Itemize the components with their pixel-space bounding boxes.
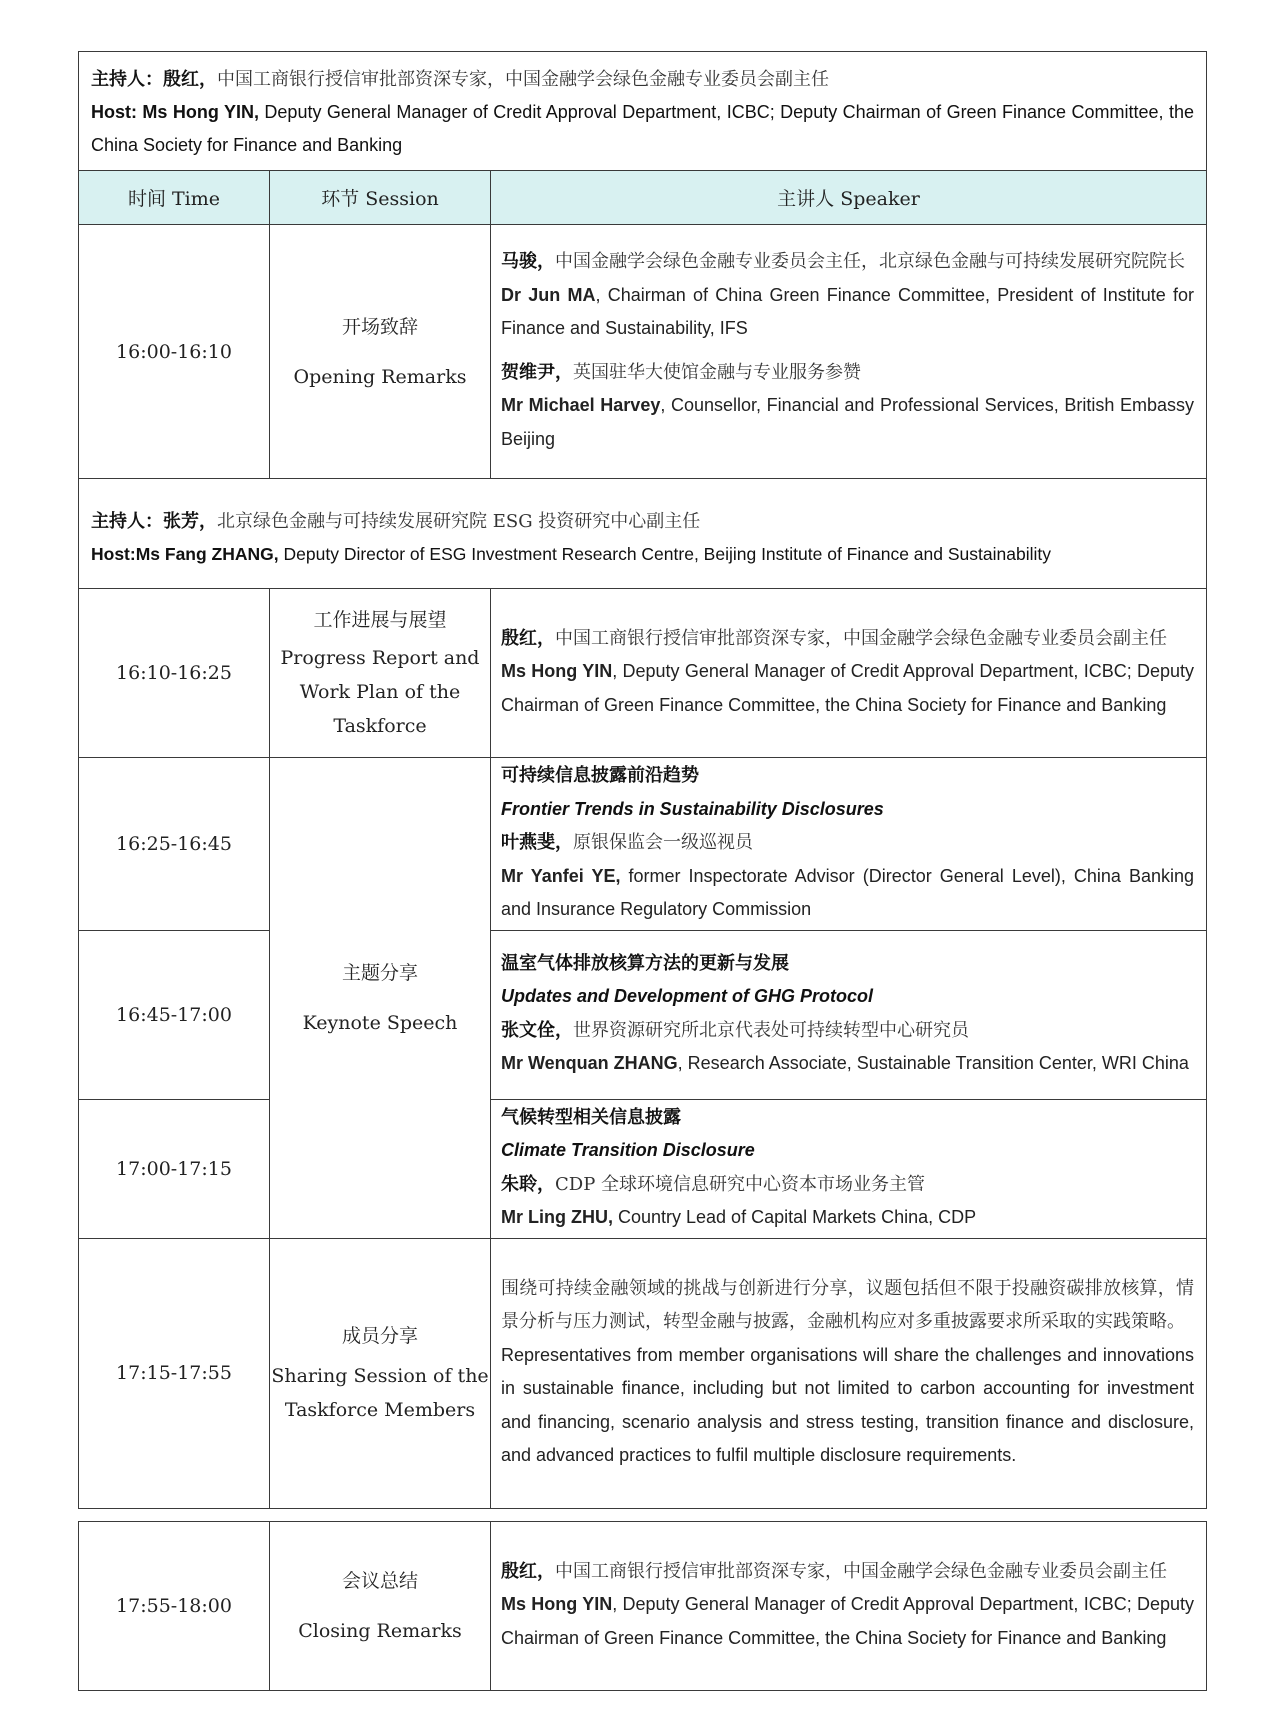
topic-cn [501, 947, 1194, 981]
topic-cn-text: 气候转型相关信息披露 [501, 1106, 681, 1128]
time-cell: 17:00-17:15 [79, 1099, 270, 1238]
speaker-cell [491, 930, 1207, 1099]
speaker-cn-name: 张文佺， [501, 1019, 573, 1041]
host-2-en [91, 538, 1194, 571]
host-1-en [91, 96, 1194, 162]
topic-en [501, 793, 1194, 827]
speaker-1-cn-name: 马骏， [501, 251, 555, 272]
topic-cn [501, 759, 1194, 793]
speaker-cell [491, 1099, 1207, 1238]
time-cell: 16:10-16:25 [79, 589, 270, 758]
host-2-cn-name: 主持人：张芳， [91, 510, 217, 532]
session-en: Progress Report and Work Plan of the Taskforce [280, 647, 480, 737]
topic-cn [501, 1101, 1194, 1135]
host-1-en-name: Host: Ms Hong YIN, [91, 101, 259, 122]
speaker-cn [501, 826, 1194, 860]
speaker-cn [501, 1168, 1194, 1202]
host-1-cn-text: 中国工商银行授信审批部资深专家，中国金融学会绿色金融专业委员会副主任 [217, 68, 829, 90]
table-header-row [79, 171, 1207, 225]
agenda-row-keynote-2 [79, 930, 1207, 1099]
speaker-2-en-text: , Counsellor, Financial and Professional Services, British Embassy Beijing [501, 395, 1195, 449]
closing-table [78, 1521, 1207, 1691]
agenda-table [78, 51, 1207, 1509]
keynote-session-cell [270, 758, 491, 1239]
speaker-cn-name: 朱聆， [501, 1173, 555, 1195]
session-cell [270, 1522, 491, 1691]
speaker-2-cn-text: 英国驻华大使馆金融与专业服务参赞 [573, 361, 861, 383]
time-cell: 17:55-18:00 [79, 1522, 270, 1691]
speaker-2-cn [501, 356, 1194, 390]
time-cell: 16:45-17:00 [79, 930, 270, 1099]
header-speaker: 主讲人 Speaker [491, 171, 1207, 225]
speaker-en [501, 1047, 1194, 1081]
topic-en-text: Climate Transition Disclosure [501, 1140, 755, 1160]
speaker-en-text: , Deputy General Manager of Credit Approval Department, ICBC; Deputy Chairman of Green Finance Committee, the China Society for Finance and Banking [501, 661, 1195, 715]
speaker-cell [491, 1238, 1207, 1508]
speaker-en-name: Mr Yanfei YE, [501, 865, 621, 886]
speaker-en-text: former Inspectorate Advisor (Director General Level), China Banking and Insurance Regulatory Commission [501, 865, 1195, 919]
host-2-cn-text: 北京绿色金融与可持续发展研究院 ESG 投资研究中心副主任 [217, 510, 701, 532]
speaker-1-cn-text: 中国金融学会绿色金融专业委员会主任，北京绿色金融与可持续发展研究院院长 [555, 251, 1185, 272]
agenda-row-sharing [79, 1238, 1207, 1508]
time-cell: 16:00-16:10 [79, 225, 270, 479]
speaker-cn [501, 1555, 1194, 1589]
host-2-en-name: Host:Ms Fang ZHANG, [91, 543, 279, 564]
topic-cn-text: 可持续信息披露前沿趋势 [501, 765, 699, 786]
topic-en [501, 980, 1194, 1014]
speaker-en-name: Mr Ling ZHU, [501, 1207, 613, 1227]
speaker-cn [501, 622, 1194, 656]
speaker-en [501, 655, 1194, 722]
speaker-1-en-text: , Chairman of China Green Finance Committee, President of Institute for Finance and Sustainability, IFS [501, 284, 1195, 338]
speaker-cn-text: 世界资源研究所北京代表处可持续转型中心研究员 [573, 1019, 969, 1041]
host-1-en-text: Deputy General Manager of Credit Approval Department, ICBC; Deputy Chairman of Green Finance Committee, the China Society for Finance and Banking [91, 101, 1194, 155]
speaker-en [501, 1201, 1194, 1235]
topic-en-text: Updates and Development of GHG Protocol [501, 986, 874, 1006]
speaker-2-cn-name: 贺维尹， [501, 361, 573, 383]
session-en: Opening Remarks [293, 365, 467, 388]
sharing-desc-en: Representatives from member organisations will share the challenges and innovations in sustainable finance, including but not limited to carbon accounting for investment and financing, scenario analysis and stress testing, transition finance and disclosure, and advanced practices to fulfil multiple disclosure requirements. [501, 1344, 1194, 1465]
agenda-row-keynote-1 [79, 758, 1207, 931]
host-1-cn [91, 63, 1194, 96]
agenda-row-keynote-3 [79, 1099, 1207, 1238]
speaker-en [501, 860, 1194, 927]
speaker-cn-text: 中国工商银行授信审批部资深专家，中国金融学会绿色金融专业委员会副主任 [555, 1560, 1167, 1582]
agenda-row-closing [79, 1522, 1207, 1691]
host-2-cn [91, 505, 1194, 538]
header-time: 时间 Time [79, 171, 270, 225]
speaker-cn [501, 1014, 1194, 1048]
speaker-cn-text: 中国工商银行授信审批部资深专家，中国金融学会绿色金融专业委员会副主任 [555, 627, 1167, 649]
session-cn: 开场致辞 [341, 315, 418, 338]
speaker-en-name: Ms Hong YIN [501, 1594, 613, 1615]
session-cn: 主题分享 [341, 961, 418, 984]
agenda-row-progress [79, 589, 1207, 758]
session-en: Closing Remarks [298, 1620, 462, 1642]
session-cn: 成员分享 [341, 1325, 418, 1347]
speaker-en-name: Ms Hong YIN [501, 661, 613, 682]
speaker-cn-name: 叶燕斐， [501, 832, 573, 853]
speaker-cn-name: 殷红， [501, 627, 555, 649]
session-cell [270, 589, 491, 758]
host-cell-2 [79, 479, 1207, 589]
host-row-2 [79, 479, 1207, 589]
speaker-2-en [501, 389, 1194, 456]
session-cell [270, 225, 491, 479]
agenda-row-opening [79, 225, 1207, 479]
session-en: Keynote Speech [302, 1011, 458, 1034]
topic-en [501, 1134, 1194, 1168]
speaker-cell [491, 589, 1207, 758]
topic-cn-text: 温室气体排放核算方法的更新与发展 [501, 952, 789, 974]
session-cn: 会议总结 [341, 1570, 418, 1592]
time-cell: 16:25-16:45 [79, 758, 270, 931]
speaker-en-text: , Deputy General Manager of Credit Approval Department, ICBC; Deputy Chairman of Green Finance Committee, the China Society for Finance and Banking [501, 1594, 1195, 1648]
speaker-1-en [501, 279, 1194, 346]
sharing-desc-cn: 围绕可持续金融领域的挑战与创新进行分享，议题包括但不限于投融资碳排放核算，情景分析与压力测试，转型金融与披露，金融机构应对多重披露要求所采取的实践策略。 [501, 1277, 1194, 1332]
speaker-cell [491, 758, 1207, 931]
speaker-cn-text: CDP 全球环境信息研究中心资本市场业务主管 [555, 1173, 926, 1195]
header-session: 环节 Session [270, 171, 491, 225]
topic-en-text: Frontier Trends in Sustainability Disclosures [501, 798, 884, 819]
speaker-cell [491, 1522, 1207, 1691]
speaker-cn-name: 殷红， [501, 1560, 555, 1582]
time-cell: 17:15-17:55 [79, 1238, 270, 1508]
speaker-2-en-name: Mr Michael Harvey [501, 395, 661, 415]
host-cell-1 [79, 52, 1207, 171]
session-cn: 工作进展与展望 [313, 609, 447, 631]
speaker-cn-text: 原银保监会一级巡视员 [573, 832, 753, 853]
speaker-cell [491, 225, 1207, 479]
speaker-1-cn [501, 245, 1194, 279]
speaker-en [501, 1588, 1194, 1655]
speaker-1-en-name: Dr Jun MA [501, 284, 596, 305]
host-1-cn-name: 主持人：殷红， [91, 68, 217, 90]
speaker-en-text: , Research Associate, Sustainable Transition Center, WRI China [677, 1053, 1189, 1073]
host-2-en-text: Deputy Director of ESG Investment Research Centre, Beijing Institute of Finance and Sustainability [278, 543, 1051, 564]
session-cell [270, 1238, 491, 1508]
host-row-1 [79, 52, 1207, 171]
speaker-en-name: Mr Wenquan ZHANG [501, 1053, 678, 1073]
session-en: Sharing Session of the Taskforce Members [271, 1365, 489, 1421]
speaker-en-text: Country Lead of Capital Markets China, CDP [612, 1207, 977, 1227]
